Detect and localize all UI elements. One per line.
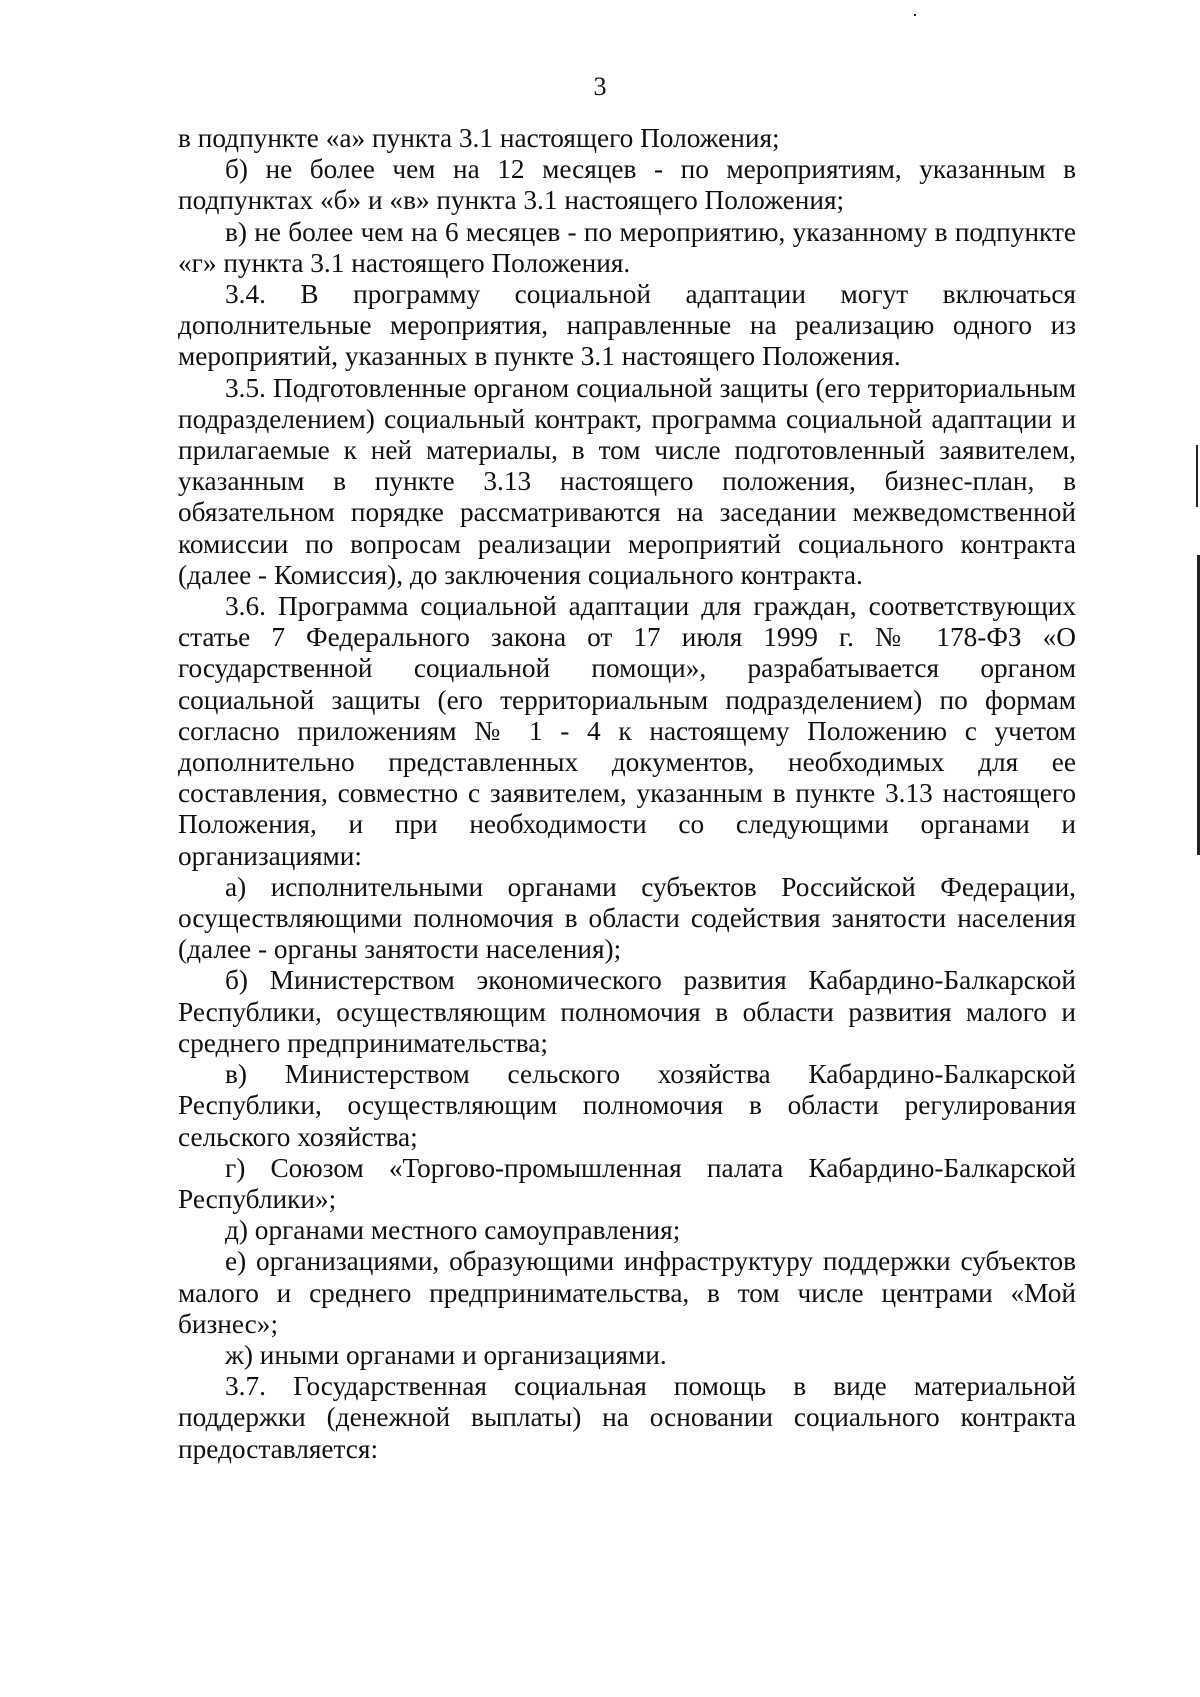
paragraph-3-4: 3.4. В программу социальной адаптации могут включаться дополнительные мероприятия, направленные на реализацию одного из мероприятий, указанных в пункте 3.1 настоящего Положения.: [178, 279, 1076, 372]
list-item-zh: ж) иными органами и организациями.: [225, 1339, 667, 1370]
paragraph-3-6: 3.6. Программа социальной адаптации для граждан, соответствующих статье 7 Федерального закона от 17 июля 1999 г. № 178-ФЗ «О государственной социальной помощи», разрабатывается органом социальной защиты (его территориальным подразделением) по формам согласно приложениям № 1 - 4 к настоящему Положению с учетом дополнительно представленных документов, необходимых для ее составления, совместно с заявителем, указанным в пункте 3.13 настоящего Положения, и при необходимости со следующими органами и организациями:: [178, 591, 1076, 871]
paragraph-continuation: в подпункте «а» пункта 3.1 настоящего Положения;: [178, 123, 780, 153]
scan-mark-dot: [914, 14, 916, 16]
list-item-v: в) Министерством сельского хозяйства Кабардино-Балкарской Республики, осуществляющим полномочия в области регулирования сельского хозяйства;: [178, 1059, 1076, 1152]
paragraph-3-5: 3.5. Подготовленные органом социальной защиты (его территориальным подразделением) социальный контракт, программа социальной адаптации и прилагаемые к ней материалы, в том числе подготовленный заявителем, указанным в пункте 3.13 настоящего положения, бизнес-план, в обязательном порядке рассматриваются на заседании межведомственной комиссии по вопросам реализации мероприятий социального контракта (далее - Комиссия), до заключения социального контракта.: [178, 372, 1076, 590]
list-item-e: е) организациями, образующими инфраструктуру поддержки субъектов малого и среднего предпринимательства, в том числе центрами «Мой бизнес»;: [178, 1246, 1076, 1339]
paragraph-3-7: 3.7. Государственная социальная помощь в виде материальной поддержки (денежной выплаты) на основании социального контракта предоставляется:: [178, 1371, 1076, 1464]
paragraph-item-b-duration: б) не более чем на 12 месяцев - по мероприятиям, указанным в подпунктах «б» и «в» пункта 3.1 настоящего Положения;: [178, 154, 1076, 216]
document-body: [178, 123, 1076, 1465]
list-item-b: б) Министерством экономического развития Кабардино-Балкарской Республики, осуществляющим полномочия в области развития малого и среднего предпринимательства;: [178, 965, 1076, 1058]
page-number: 3: [593, 72, 607, 101]
paragraph-item-v-duration: в) не более чем на 6 месяцев - по мероприятию, указанному в подпункте «г» пункта 3.1 настоящего Положения.: [178, 216, 1076, 278]
list-item-a: а) исполнительными органами субъектов Российской Федерации, осуществляющими полномочия в области содействия занятости населения (далее - органы занятости населения);: [178, 871, 1076, 965]
scan-mark-edge-upper: [1196, 445, 1198, 507]
list-item-d: д) органами местного самоуправления;: [225, 1215, 681, 1246]
list-item-g: г) Союзом «Торгово-промышленная палата Кабардино-Балкарской Республики»;: [178, 1152, 1076, 1214]
